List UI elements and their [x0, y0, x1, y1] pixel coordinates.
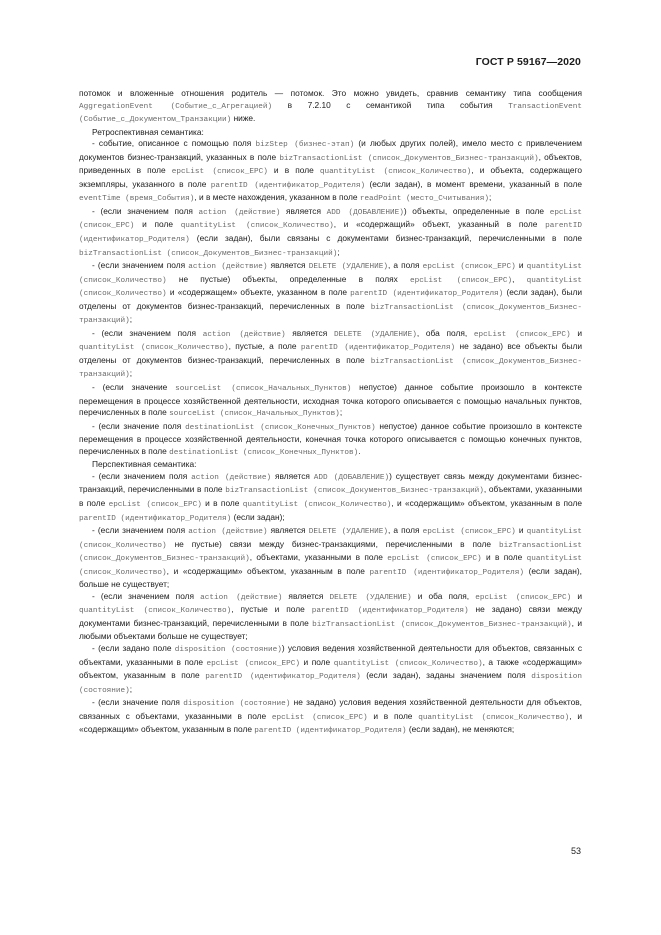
code-term: parentID (идентификатор_Родителя) [79, 222, 582, 245]
text-run: и «содержащем» объекте, указанном в поле [166, 287, 351, 298]
text-run: (если задан), в момент времени, указанный в поле [365, 178, 582, 189]
code-term: action (действие) [198, 208, 281, 217]
text-run: , объектов, приведенных в поле [79, 151, 582, 176]
text-run: - (если значением поля [92, 205, 199, 216]
text-run: , оба поля, [416, 327, 474, 338]
code-term: quantityList (список_Количество) [319, 168, 472, 177]
text-run: , а также «содержащим» объектом, указанным в поле [79, 656, 583, 681]
text-run: - (если значением поля [92, 470, 192, 481]
document-code-header: ГОСТ Р 59167—2020 [475, 56, 581, 68]
code-term: epcList (список_EPC) [475, 593, 572, 602]
text-run: , и «содержащим» объектом, указанным в поле [79, 710, 582, 735]
code-term: epcList (список_EPC) [409, 276, 513, 285]
document-body [79, 88, 582, 738]
text-run: потомок и вложенные отношения родитель — потомок. Это можно увидеть, сравнив семантику типа сообщения [79, 88, 582, 98]
text-run: и в поле [481, 552, 527, 563]
code-term: DELETE (УДАЛЕНИЕ) [329, 593, 412, 602]
text-run: , и объекта, содержащего экземпляры, указанного в поле [79, 165, 583, 189]
paragraph [79, 471, 582, 525]
paragraph [79, 643, 582, 697]
code-term: bizTransactionList (список_Документов_Бизнес-транзакций) [79, 541, 582, 564]
code-term: bizTransactionList (список_Документов_Бизнес-транзакций) [79, 249, 338, 258]
text-run: является [280, 205, 327, 216]
code-term: quantityList (список_Количество) [418, 713, 570, 722]
code-term: TransactionEvent (Событие_с_Документом_Транзакции) [79, 102, 582, 125]
code-term: parentID (идентификатор_Родителя) [205, 673, 361, 682]
text-run: не задано) связи между документами бизнес-транзакций, перечисленными в поле [79, 604, 582, 628]
text-run: является [267, 260, 309, 271]
code-term: quantityList (список_Количество) [79, 607, 232, 616]
code-term: AggregationEvent (Событие_с_Агрегацией) [79, 102, 273, 111]
code-term: bizTransactionList (список_Документов_Бизнес-транзакций) [279, 154, 539, 163]
text-run: , объектами, указанными в поле [79, 484, 582, 508]
code-term: destinationList (список_Конечных_Пунктов) [169, 448, 359, 457]
text-run: - (если значением поля [92, 590, 201, 601]
text-run: ; [129, 368, 133, 379]
code-term: disposition (состояние) [79, 673, 582, 695]
text-run: - (если значением поля [92, 260, 189, 271]
code-term: action (действие) [188, 263, 268, 272]
text-run: , пустые и поле [231, 604, 312, 615]
text-run: (если задан), больше не существует; [79, 565, 582, 590]
text-run: не пустые) объекты, определенные в полях [166, 273, 410, 284]
code-term: bizTransactionList (список_Документов_Бизнес-транзакций) [225, 487, 484, 496]
code-term: epcList (список_EPC) [422, 263, 516, 272]
code-term: epcList (список_EPC) [387, 555, 482, 564]
text-run: и [515, 525, 527, 536]
text-run: и в поле [201, 497, 243, 508]
paragraph [79, 421, 582, 460]
text-run: , [512, 273, 527, 284]
paragraph [79, 525, 582, 591]
code-term: action (действие) [202, 330, 286, 339]
text-run: ; [129, 683, 133, 694]
text-run: ниже. [231, 113, 256, 124]
text-run: (если задан); [231, 511, 285, 522]
text-run: ; [339, 407, 343, 418]
text-run: непустое) данное событие произошло в контексте перемещения в процессе хозяйственной деятельности, конечная точка которого описывается с помощью конечных пунктов, перечисленных в поле [79, 420, 582, 456]
code-term: ADD (ДОБАВЛЕНИЕ) [326, 208, 404, 217]
code-term: parentID (идентификатор_Родителя) [311, 607, 469, 616]
code-term: action (действие) [191, 473, 272, 482]
paragraph [79, 328, 582, 382]
page-number: 53 [570, 846, 581, 856]
text-run: является [271, 470, 314, 481]
code-term: parentID (идентификатор_Родителя) [254, 727, 407, 736]
code-term: parentID (идентификатор_Родителя) [79, 514, 232, 523]
code-term: parentID (идентификатор_Родителя) [300, 344, 456, 353]
code-term: readPoint (место_Считывания) [359, 195, 489, 204]
text-run: и в поле [267, 165, 320, 176]
code-term: quantityList (список_Количество) [242, 500, 392, 509]
code-term: action (действие) [200, 593, 283, 602]
code-term: quantityList (список_Количество) [79, 276, 582, 299]
text-run: и поле [134, 219, 181, 230]
text-run: ; [489, 192, 492, 203]
text-run: и поле [299, 656, 334, 667]
code-term: epcList (список_EPC) [473, 330, 571, 339]
text-run: , объектами, указанными в поле [249, 552, 388, 563]
code-term: epcList (список_EPC) [79, 208, 582, 231]
text-run: является [282, 590, 330, 601]
text-run: , и любыми объектами больше не существует; [79, 617, 582, 642]
code-term: parentID (идентификатор_Родителя) [210, 181, 366, 190]
code-term: sourceList (список_Начальных_Пунктов) [175, 385, 352, 394]
code-term: quantityList (список_Количество) [180, 222, 334, 231]
text-run: и в поле [367, 710, 419, 721]
code-term: quantityList (список_Количество) [79, 344, 229, 353]
text-run: Перспективная семантика: [92, 459, 197, 470]
code-term: destinationList (список_Конечных_Пунктов) [185, 423, 376, 432]
text-run: является [285, 327, 334, 338]
code-term: epcList (список_EPC) [422, 528, 516, 537]
code-term: DELETE (УДАЛЕНИЕ) [308, 263, 388, 272]
text-run: (и любых других полей), имело место с привлечением документов бизнес-транзакций, указанных в поле [79, 138, 583, 162]
text-run: , а поля [387, 525, 423, 536]
paragraph [79, 697, 582, 738]
paragraph [79, 382, 582, 421]
text-run: и [515, 260, 527, 271]
code-term: epcList (список_EPC) [108, 500, 202, 509]
text-run: - (если задано поле [92, 642, 175, 653]
code-term: quantityList (список_Количество) [79, 263, 582, 285]
code-term: bizTransactionList (список_Документов_Бизнес-транзакций) [312, 620, 572, 629]
code-term: epcList (список_EPC) [271, 713, 368, 722]
code-term: parentID (идентификатор_Родителя) [350, 290, 504, 299]
code-term: DELETE (УДАЛЕНИЕ) [308, 528, 388, 537]
paragraph [79, 206, 582, 260]
text-run: непустое) данное событие произошло в контексте перемещения в процессе хозяйственной деятельности, исходная точка которого описывается с помощью начальных пунктов, перечисленных в поле [79, 382, 582, 418]
paragraph [79, 591, 582, 643]
text-run: ) объекты, определенные в поле [403, 205, 550, 216]
text-run: Ретроспективная семантика: [92, 126, 204, 137]
paragraph [79, 260, 582, 328]
code-term: sourceList (список_Начальных_Пунктов) [169, 410, 340, 419]
code-term: disposition (состояние) [183, 700, 291, 709]
text-run: , пустые, а поле [228, 341, 301, 352]
code-term: quantityList (список_Количество) [333, 659, 483, 668]
text-run: является [267, 525, 309, 536]
text-run: . [358, 445, 361, 456]
code-term: bizStep (бизнес-этап) [255, 141, 355, 150]
text-run: ) существует связь между документами бизнес-транзакций, перечисленными в поле [79, 470, 583, 495]
text-run: и [570, 327, 582, 338]
text-run: (если задан), заданы значением поля [360, 670, 532, 681]
paragraph [79, 88, 582, 127]
text-run: ; [337, 246, 340, 257]
text-run: не пустые) связи между бизнес-транзакциями, перечисленными в поле [166, 538, 499, 549]
code-term: epcList (список_EPC) [206, 659, 300, 668]
text-run: , и в месте нахождения, указанном в поле [194, 192, 360, 203]
paragraph [79, 138, 582, 206]
text-run: не задано) условия ведения хозяйственной деятельности для объектов, связанных с объектами, указанными в поле [79, 697, 583, 721]
text-run: , а поля [387, 260, 423, 271]
text-run: (если задан), не меняются; [406, 724, 515, 735]
text-run: ) условия ведения хозяйственной деятельности для объектов, связанных с объектами, указанными в поле [79, 642, 582, 667]
text-run: - (если значением поля [92, 327, 203, 338]
text-run: - (если значение поля [92, 420, 186, 431]
code-term: eventTime (время_События) [79, 195, 195, 204]
text-run: , и «содержащим» объектом, указанным в поле [391, 497, 583, 508]
code-term: DELETE (УДАЛЕНИЕ) [333, 330, 417, 339]
paragraph [79, 127, 582, 139]
code-term: disposition (состояние) [174, 645, 282, 654]
text-run: - (если значением поля [92, 525, 189, 536]
text-run: - (если значение поля [92, 697, 184, 708]
code-term: bizTransactionList (список_Документов_Бизнес-транзакций) [79, 303, 582, 326]
text-run: и [571, 590, 583, 601]
text-run: в 7.2.10 с семантикой типа события [272, 99, 509, 110]
code-term: ADD (ДОБАВЛЕНИЕ) [313, 473, 390, 482]
text-run: , и «содержащим» объектом, указанным в поле [166, 565, 370, 576]
code-term: quantityList (список_Количество) [79, 555, 583, 577]
code-term: parentID (идентификатор_Родителя) [369, 568, 524, 577]
text-run: ; [129, 314, 133, 325]
code-term: bizTransactionList (список_Документов_Бизнес-транзакций) [79, 357, 582, 380]
text-run: - событие, описанное с помощью поля [92, 138, 256, 149]
text-run: не задано) все объекты были отделены от документов бизнес-транзакций, перечисленных в поле [79, 341, 582, 365]
code-term: quantityList (список_Количество) [79, 528, 582, 550]
text-run: и оба поля, [411, 590, 476, 601]
text-run: (если задан), были отделены от документов бизнес-транзакций, перечисленных в поле [79, 287, 582, 311]
paragraph [79, 459, 582, 471]
text-run: , и «содержащий» объект, указанный в поле [333, 219, 546, 230]
code-term: epcList (список_EPC) [171, 168, 268, 177]
text-run: - (если значение [92, 382, 176, 393]
code-term: action (действие) [188, 528, 268, 537]
text-run: (если задан), были связаны с документами бизнес-транзакций, перечисленными в поле [189, 233, 582, 244]
